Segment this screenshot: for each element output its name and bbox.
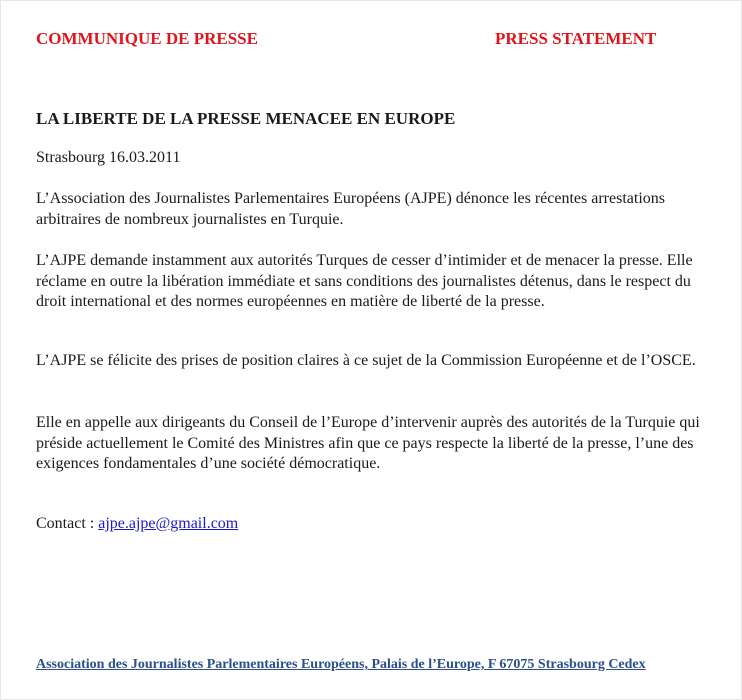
contact-line [36,515,238,533]
contact-email-link[interactable]: ajpe.ajpe@gmail.com [98,515,239,532]
contact-label: Contact : [36,515,99,532]
paragraph-3: L’AJPE se félicite des prises de position claires à ce sujet de la Commission Européenne et de l’OSCE. [36,352,696,369]
paragraph-4: Elle en appelle aux dirigeants du Conseil de l’Europe d’intervenir auprès des autorités de la Turquie qui préside actuellement le Comité des Ministres afin que ce pays respecte la liberté de la presse, l’une des exigences fondamentales d’une société démocratique. [36,414,700,472]
dateline: Strasbourg 16.03.2011 [36,149,181,166]
paragraph-2: L’AJPE demande instamment aux autorités Turques de cesser d’intimider et de menacer la presse. Elle réclame en outre la libération immédiate et sans conditions des journalistes détenus, dans le respect du droit international et des normes européennes en matière de liberté de la presse. [36,252,693,310]
header-english: PRESS STATEMENT [495,29,657,48]
header-french: COMMUNIQUE DE PRESSE [36,29,258,48]
paragraph-1: L’Association des Journalistes Parlementaires Européens (AJPE) dénonce les récentes arrestations arbitraires de nombreux journalistes en Turquie. [36,190,665,228]
footer-address: Association des Journalistes Parlementaires Européens, Palais de l’Europe, F 67075 Strasbourg Cedex [36,657,646,672]
document-title: LA LIBERTE DE LA PRESSE MENACEE EN EUROPE [36,109,456,128]
